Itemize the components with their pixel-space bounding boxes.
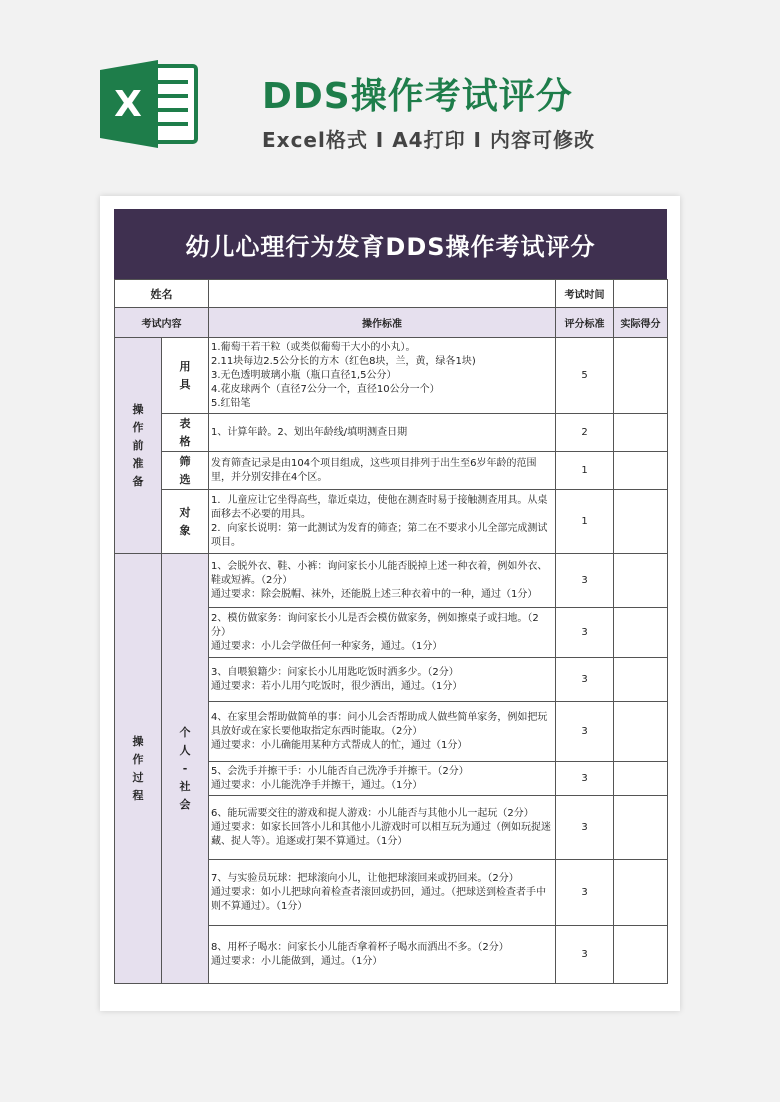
- standard-line: 通过要求：如家长回答小儿和其他小儿游戏时可以相互玩为通过（例如玩捉迷藏、捉人等）。追逐或打架不算通过。（1分）: [211, 821, 551, 847]
- score-value: 3: [556, 860, 614, 926]
- score-sheet: [114, 209, 667, 984]
- score-value: 2: [556, 414, 614, 452]
- standard-cell: [209, 762, 556, 796]
- col-actual-header: 实际得分: [614, 308, 668, 338]
- score-value: 1: [556, 490, 614, 554]
- standard-line: 1．儿童应让它坐得高些，靠近桌边，使他在测查时易于接触测查用具。从桌面移去不必要的用具。: [211, 494, 548, 520]
- prep-item-label-text: 用 具: [179, 359, 191, 391]
- actual-score-cell[interactable]: [614, 338, 668, 414]
- standard-cell: [209, 490, 556, 554]
- score-value: 3: [556, 658, 614, 702]
- standard-cell: [209, 452, 556, 490]
- actual-score-cell[interactable]: [614, 702, 668, 762]
- standard-line: 通过要求：除会脱帽、袜外，还能脱上述三种衣着中的一种，通过（1分）: [211, 588, 538, 600]
- col-standard-header: 操作标准: [209, 308, 556, 338]
- standard-line: 通过要求：小儿能做到，通过。（1分）: [211, 955, 383, 967]
- table-row: [115, 490, 668, 554]
- col-score-header: 评分标准: [556, 308, 614, 338]
- score-value: 3: [556, 608, 614, 658]
- score-value: 5: [556, 338, 614, 414]
- prep-item-label-text: 表 格: [179, 416, 191, 448]
- score-value: 3: [556, 926, 614, 984]
- standard-line: 4.花皮球两个（直径7公分一个，直径10公分一个）: [211, 383, 440, 395]
- score-value: 3: [556, 702, 614, 762]
- standard-line: 8、用杯子喝水：问家长小儿能否拿着杯子喝水而洒出不多。（2分）: [211, 941, 509, 953]
- standard-line: 5、会洗手并擦干手：小儿能否自己洗净手并擦干。（2分）: [211, 765, 469, 777]
- standard-cell: [209, 926, 556, 984]
- standard-line: 通过要求：小儿能洗净手并擦干，通过。（1分）: [211, 779, 423, 791]
- exam-time-label: 考试时间: [556, 280, 614, 308]
- standard-cell: [209, 796, 556, 860]
- prep-item-label: [162, 414, 209, 452]
- prep-item-label-text: 对 象: [179, 505, 191, 537]
- actual-score-cell[interactable]: [614, 490, 668, 554]
- actual-score-cell[interactable]: [614, 762, 668, 796]
- standard-cell: [209, 608, 556, 658]
- process-group-label-text: 个 人 - 社 会: [179, 725, 191, 811]
- section-process: [115, 554, 162, 984]
- actual-score-cell[interactable]: [614, 926, 668, 984]
- actual-score-cell[interactable]: [614, 608, 668, 658]
- svg-text:X: X: [114, 84, 142, 125]
- actual-score-cell[interactable]: [614, 414, 668, 452]
- standard-cell: [209, 554, 556, 608]
- page-subtitle: Excel格式 Ⅰ A4打印 Ⅰ 内容可修改: [262, 128, 595, 152]
- process-group-label: [162, 554, 209, 984]
- name-label: 姓名: [115, 280, 209, 308]
- standard-line: 3、自喂狼籍少：问家长小儿用匙吃饭时洒多少。（2分）: [211, 666, 459, 678]
- standard-cell: [209, 702, 556, 762]
- standard-cell: [209, 658, 556, 702]
- actual-score-cell[interactable]: [614, 796, 668, 860]
- standard-line: 发育筛查记录是由104个项目组成，这些项目排列于出生至6岁年龄的范围里，并分别安排在4个区。: [211, 457, 537, 483]
- standard-line: 通过要求：若小儿用勺吃饭时，很少洒出，通过。（1分）: [211, 680, 463, 692]
- standard-cell: [209, 414, 556, 452]
- standard-line: 2．向家长说明：第一此测试为发育的筛查；第二在不要求小儿全部完成测试项目。: [211, 522, 548, 548]
- standard-line: 2.11块每边2.5公分长的方木（红色8块，兰，黄，绿各1块): [211, 355, 476, 367]
- standard-line: 1、计算年龄。2、划出年龄线/填明测查日期: [211, 426, 408, 438]
- standard-line: 1.葡萄干若干粒（或类似葡萄干大小的小丸）。: [211, 341, 416, 353]
- score-value: 3: [556, 796, 614, 860]
- prep-item-label-text: 筛 选: [179, 454, 191, 486]
- standard-cell: [209, 860, 556, 926]
- standard-line: 通过要求：小儿会学做任何一种家务，通过。（1分）: [211, 640, 443, 652]
- standard-line: 1、会脱外衣、鞋、小裤：询问家长小儿能否脱掉上述一种衣着，例如外衣、鞋或短裤。（2分）: [211, 560, 548, 586]
- standard-line: 通过要求：如小儿把球向着检查者滚回或扔回，通过。（把球送到检查者手中则不算通过）。（1分）: [211, 886, 546, 912]
- table-row: [115, 338, 668, 414]
- excel-logo-icon: [100, 58, 200, 150]
- standard-line: 4、在家里会帮助做简单的事：问小儿会否帮助成人做些简单家务，例如把玩具放好或在家长要他取指定东西时能取。（2分）: [211, 711, 548, 737]
- score-table: [114, 279, 668, 984]
- prep-item-label: [162, 452, 209, 490]
- actual-score-cell[interactable]: [614, 860, 668, 926]
- score-value: 1: [556, 452, 614, 490]
- table-row: [115, 414, 668, 452]
- section-prep: [115, 338, 162, 554]
- section-prep-text: 操 作 前 准 备: [132, 402, 144, 488]
- standard-line: 7、与实验员玩球：把球滚向小儿，让他把球滚回来或扔回来。（2分）: [211, 872, 519, 884]
- actual-score-cell[interactable]: [614, 452, 668, 490]
- standard-cell: [209, 338, 556, 414]
- standard-line: 3.无色透明玻璃小瓶（瓶口直径1,5公分）: [211, 369, 397, 381]
- prep-item-label: [162, 490, 209, 554]
- actual-score-cell[interactable]: [614, 658, 668, 702]
- sheet-title: 幼儿心理行为发育DDS操作考试评分: [114, 209, 667, 279]
- prep-item-label: [162, 338, 209, 414]
- table-row: [115, 554, 668, 608]
- standard-line: 5.红铅笔: [211, 397, 251, 409]
- section-process-text: 操 作 过 程: [132, 734, 144, 802]
- standard-line: 通过要求：小儿确能用某种方式帮成人的忙，通过（1分）: [211, 739, 468, 751]
- score-value: 3: [556, 554, 614, 608]
- standard-line: 2、模仿做家务：询问家长小儿是否会模仿做家务，例如擦桌子或扫地。（2分）: [211, 612, 539, 638]
- table-row: [115, 452, 668, 490]
- exam-time-cell[interactable]: [614, 280, 668, 308]
- actual-score-cell[interactable]: [614, 554, 668, 608]
- standard-line: 6、能玩需要交往的游戏和捉人游戏：小儿能否与其他小儿一起玩（2分）: [211, 807, 534, 819]
- col-content-header: 考试内容: [115, 308, 209, 338]
- score-value: 3: [556, 762, 614, 796]
- name-value-cell[interactable]: [209, 280, 556, 308]
- page-title: DDS操作考试评分: [262, 76, 573, 117]
